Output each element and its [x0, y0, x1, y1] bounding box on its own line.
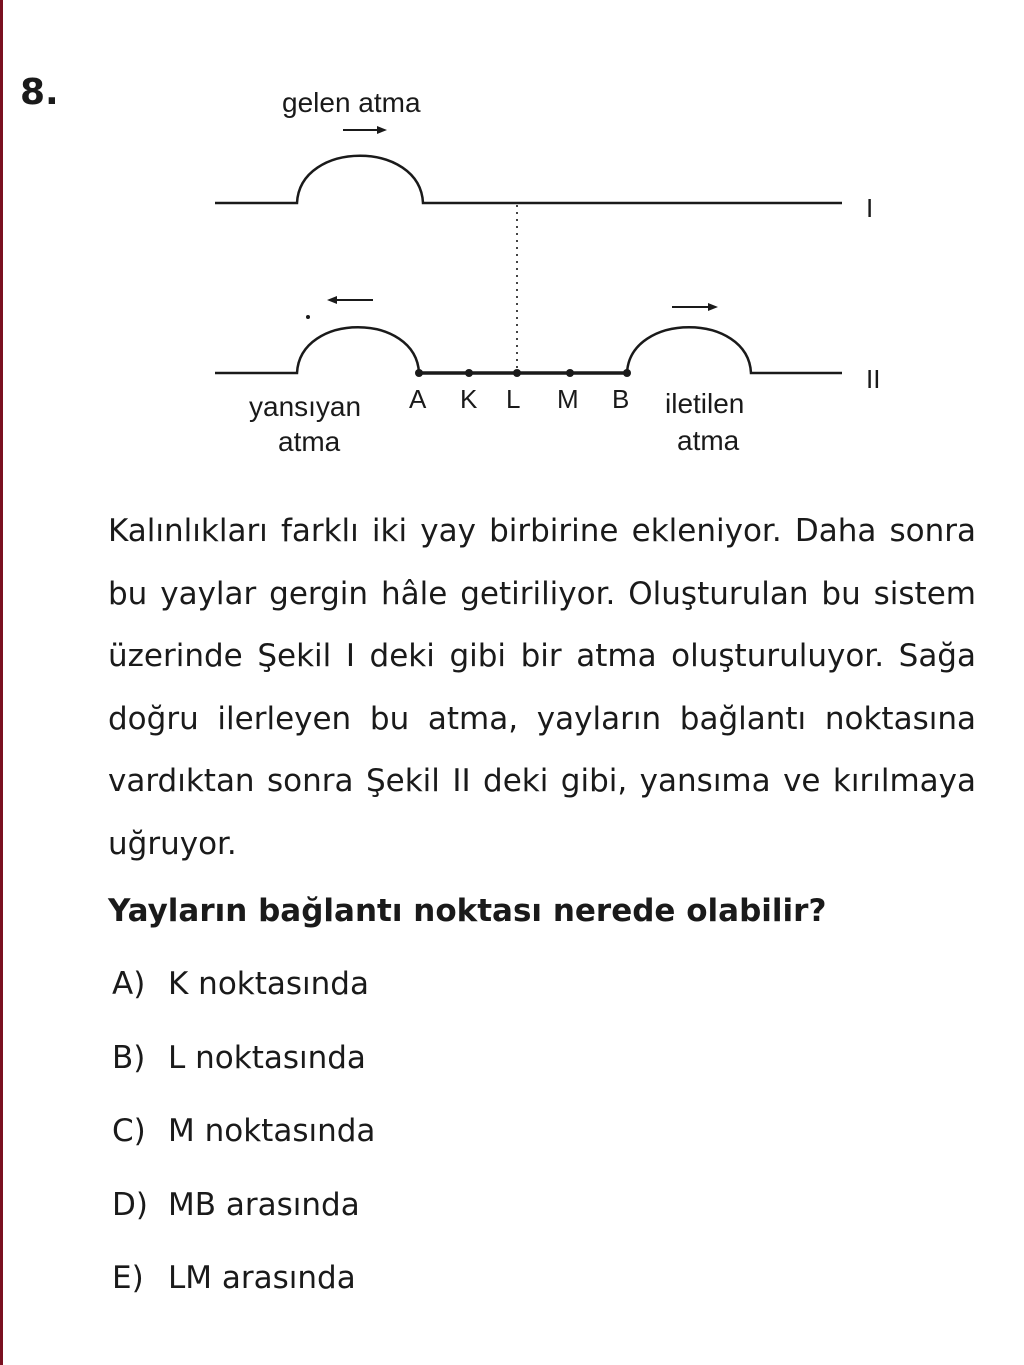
option-text: MB arasında [168, 1186, 360, 1223]
option-text: K noktasında [168, 966, 369, 1002]
right-arrow-icon [343, 126, 387, 134]
option-letter: D) [112, 1186, 148, 1223]
figure-I-label: I [866, 193, 874, 223]
wave-figure [0, 0, 1024, 480]
dot-mark [306, 315, 310, 319]
option-letter: B) [112, 1039, 146, 1076]
option-a[interactable] [112, 966, 375, 1040]
incoming-pulse-label: gelen atma [282, 87, 421, 118]
incoming-pulse [215, 156, 842, 203]
option-d[interactable] [112, 1187, 375, 1261]
point-label-K: K [460, 384, 478, 414]
reflected-pulse-label-line1: yansıyan [249, 391, 362, 422]
reflected-pulse [215, 327, 419, 373]
point-M-dot [566, 369, 574, 377]
point-B-dot [623, 369, 631, 377]
question-body: Kalınlıkları farklı iki yay birbirine ekleniyor. Daha sonra bu yaylar gergin hâle getiriliyor. Oluşturulan bu sistem üzerinde Şekil I deki gibi bir atma oluşturuluyor. Sağa doğru ilerleyen bu atma, yayların bağlantı noktasına vardıktan sonra Şekil II deki gibi, yansıma ve kırılmaya uğruyor. [108, 513, 976, 862]
transmitted-pulse [627, 327, 842, 373]
point-L-dot [513, 369, 521, 377]
question-prompt: Yayların bağlantı noktası nerede olabilir? [108, 893, 827, 929]
option-letter: C) [112, 1113, 146, 1149]
point-A-dot [415, 369, 423, 377]
left-arrow-icon [327, 296, 373, 304]
option-text: L noktasında [168, 1039, 366, 1076]
option-letter: A) [112, 966, 146, 1002]
transmitted-pulse-label-line1: iletilen [665, 388, 745, 419]
point-label-M: M [557, 384, 579, 414]
option-c[interactable] [112, 1113, 375, 1187]
option-e[interactable] [112, 1260, 375, 1334]
option-b[interactable] [112, 1040, 375, 1114]
point-K-dot [465, 369, 473, 377]
right-arrow-icon [672, 303, 718, 311]
option-letter: E) [112, 1260, 144, 1296]
question-number: 8. [20, 72, 59, 113]
point-label-L: L [506, 384, 521, 414]
transmitted-pulse-label-line2: atma [677, 425, 740, 456]
figure-II-label: II [866, 364, 881, 394]
answer-options [112, 966, 375, 1334]
point-label-A: A [409, 384, 427, 414]
reflected-pulse-label-line2: atma [278, 426, 341, 457]
option-text: LM arasında [168, 1260, 356, 1296]
option-text: M noktasında [168, 1113, 376, 1149]
point-label-B: B [612, 384, 630, 414]
point-labels [409, 384, 629, 414]
